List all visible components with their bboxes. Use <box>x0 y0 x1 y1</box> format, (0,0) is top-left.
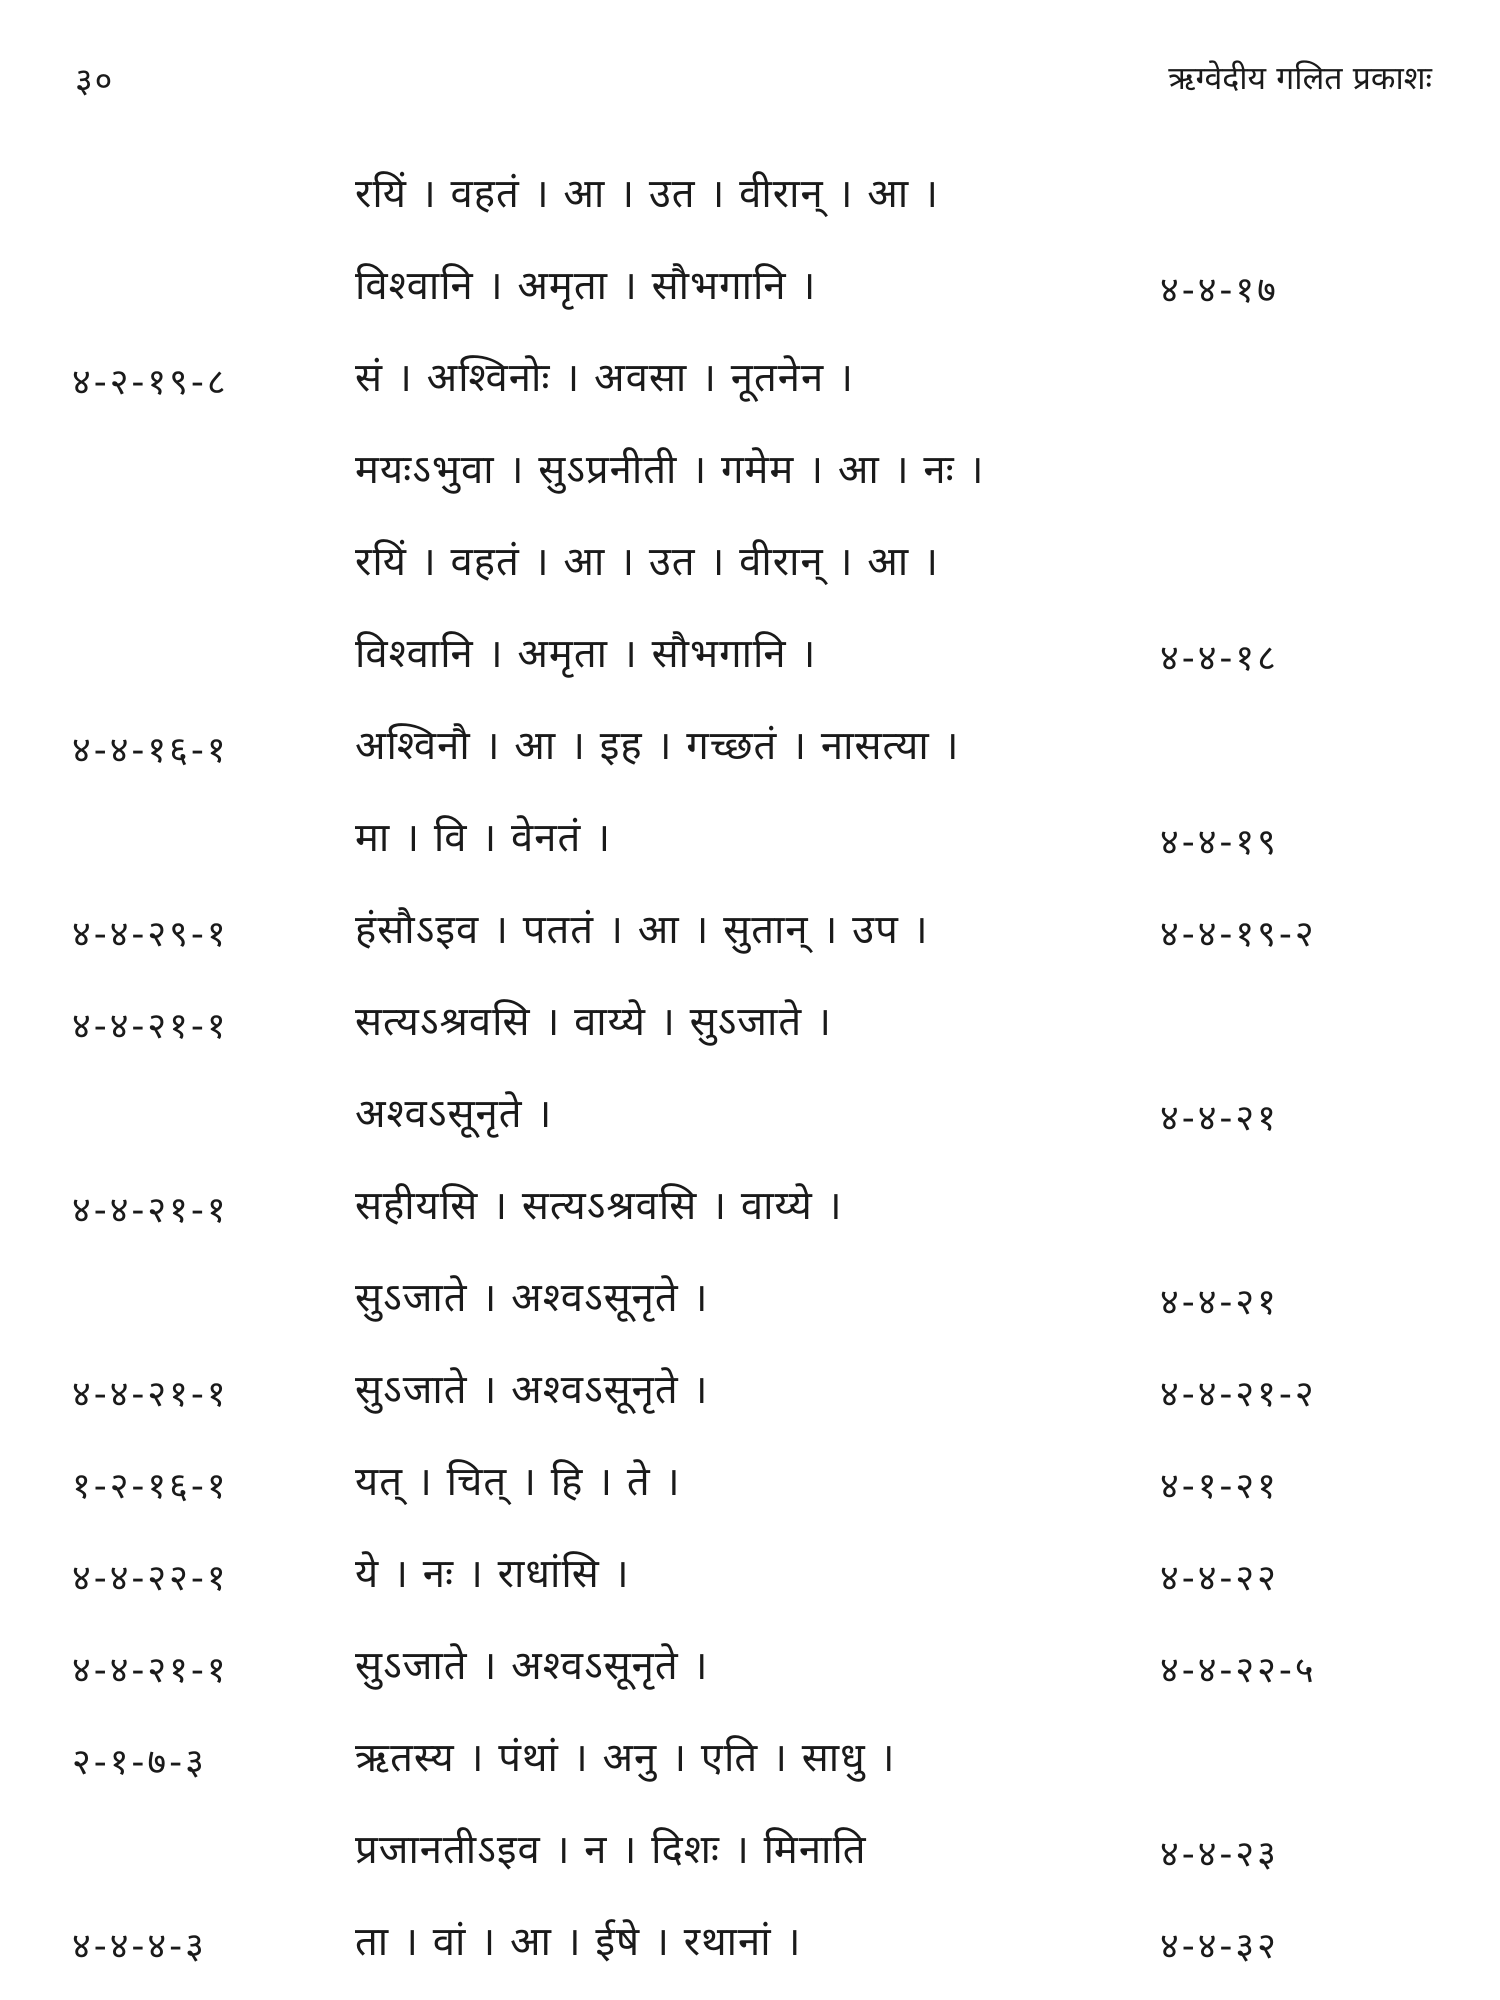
source-reference: ४-२-१९-८ <box>72 362 229 403</box>
source-reference: ४-४-१६-१ <box>72 730 229 771</box>
verse-line <box>0 1714 1500 1806</box>
source-reference: ४-४-२१-१ <box>72 1374 229 1415</box>
verse-text: सं । अश्विनोः । अवसा । नूतनेन । <box>355 355 855 401</box>
verse-line <box>0 242 1500 334</box>
verse-line <box>0 1898 1500 1990</box>
source-reference: ४-४-२२-१ <box>72 1558 229 1599</box>
source-reference: ४-४-२१-१ <box>72 1006 229 1047</box>
target-reference: ४-४-२२-५ <box>1160 1650 1317 1691</box>
verse-line <box>0 1070 1500 1162</box>
target-reference: ४-४-२३ <box>1160 1834 1279 1875</box>
target-reference: ४-४-१९-२ <box>1160 914 1317 955</box>
verse-line <box>0 426 1500 518</box>
verse-text: सुऽजाते । अश्वऽसूनृते । <box>355 1275 709 1321</box>
verse-text: सत्यऽश्रवसि । वाय्ये । सुऽजाते । <box>355 999 833 1045</box>
verse-line <box>0 978 1500 1070</box>
verse-text: ता । वां । आ । ईषे । रथानां । <box>355 1919 802 1965</box>
verse-text: प्रजानतीऽइव । न । दिशः । मिनाति <box>355 1827 867 1873</box>
verse-text: अश्वऽसूनृते । <box>355 1091 553 1137</box>
verse-text: यत् । चित् । हि । ते । <box>355 1459 681 1505</box>
target-reference: ४-४-२१ <box>1160 1098 1279 1139</box>
verse-text: मा । वि । वेनतं । <box>355 815 612 861</box>
source-reference: ४-४-४-३ <box>72 1926 207 1967</box>
verse-line <box>0 518 1500 610</box>
source-reference: ४-४-२९-१ <box>72 914 229 955</box>
verse-line <box>0 702 1500 794</box>
verse-line <box>0 1622 1500 1714</box>
verse-text: हंसौऽइव । पततं । आ । सुतान् । उप । <box>355 907 929 953</box>
verse-line <box>0 1162 1500 1254</box>
target-reference: ४-१-२१ <box>1160 1466 1279 1507</box>
verse-line <box>0 610 1500 702</box>
running-title: ऋग्वेदीय गलित प्रकाशः <box>1168 59 1432 97</box>
verse-text: मयःऽभुवा । सुऽप्रनीती । गमेम । आ । नः । <box>355 447 985 493</box>
page-number: ३० <box>75 61 115 101</box>
target-reference: ४-४-२१ <box>1160 1282 1279 1323</box>
verse-line <box>0 1254 1500 1346</box>
verse-text: ये । नः । राधांसि । <box>355 1551 630 1597</box>
verse-line <box>0 1806 1500 1898</box>
target-reference: ४-४-३२ <box>1160 1926 1279 1967</box>
verse-line <box>0 1438 1500 1530</box>
verse-line <box>0 1346 1500 1438</box>
verse-text: रयिं । वहतं । आ । उत । वीरान् । आ । <box>355 539 940 585</box>
verse-line <box>0 334 1500 426</box>
target-reference: ४-४-१७ <box>1160 270 1279 311</box>
verse-line <box>0 886 1500 978</box>
verse-line <box>0 1530 1500 1622</box>
verse-text: विश्वानि । अमृता । सौभगानि । <box>355 263 817 309</box>
verse-text: रयिं । वहतं । आ । उत । वीरान् । आ । <box>355 171 940 217</box>
verse-text: ऋतस्य । पंथां । अनु । एति । साधु । <box>355 1735 896 1781</box>
verse-text: विश्वानि । अमृता । सौभगानि । <box>355 631 817 677</box>
verse-text: अश्विनौ । आ । इह । गच्छतं । नासत्या । <box>355 723 960 769</box>
verse-text: सुऽजाते । अश्वऽसूनृते । <box>355 1367 709 1413</box>
target-reference: ४-४-२२ <box>1160 1558 1279 1599</box>
verse-line <box>0 150 1500 242</box>
target-reference: ४-४-२१-२ <box>1160 1374 1317 1415</box>
source-reference: ४-४-२१-१ <box>72 1190 229 1231</box>
verse-line <box>0 794 1500 886</box>
source-reference: २-१-७-३ <box>72 1742 207 1783</box>
source-reference: ४-४-२१-१ <box>72 1650 229 1691</box>
verse-text: सहीयसि । सत्यऽश्रवसि । वाय्ये । <box>355 1183 843 1229</box>
target-reference: ४-४-१८ <box>1160 638 1279 679</box>
source-reference: १-२-१६-१ <box>72 1466 229 1507</box>
verse-text: सुऽजाते । अश्वऽसूनृते । <box>355 1643 709 1689</box>
target-reference: ४-४-१९ <box>1160 822 1279 863</box>
verse-list <box>0 150 1500 1990</box>
